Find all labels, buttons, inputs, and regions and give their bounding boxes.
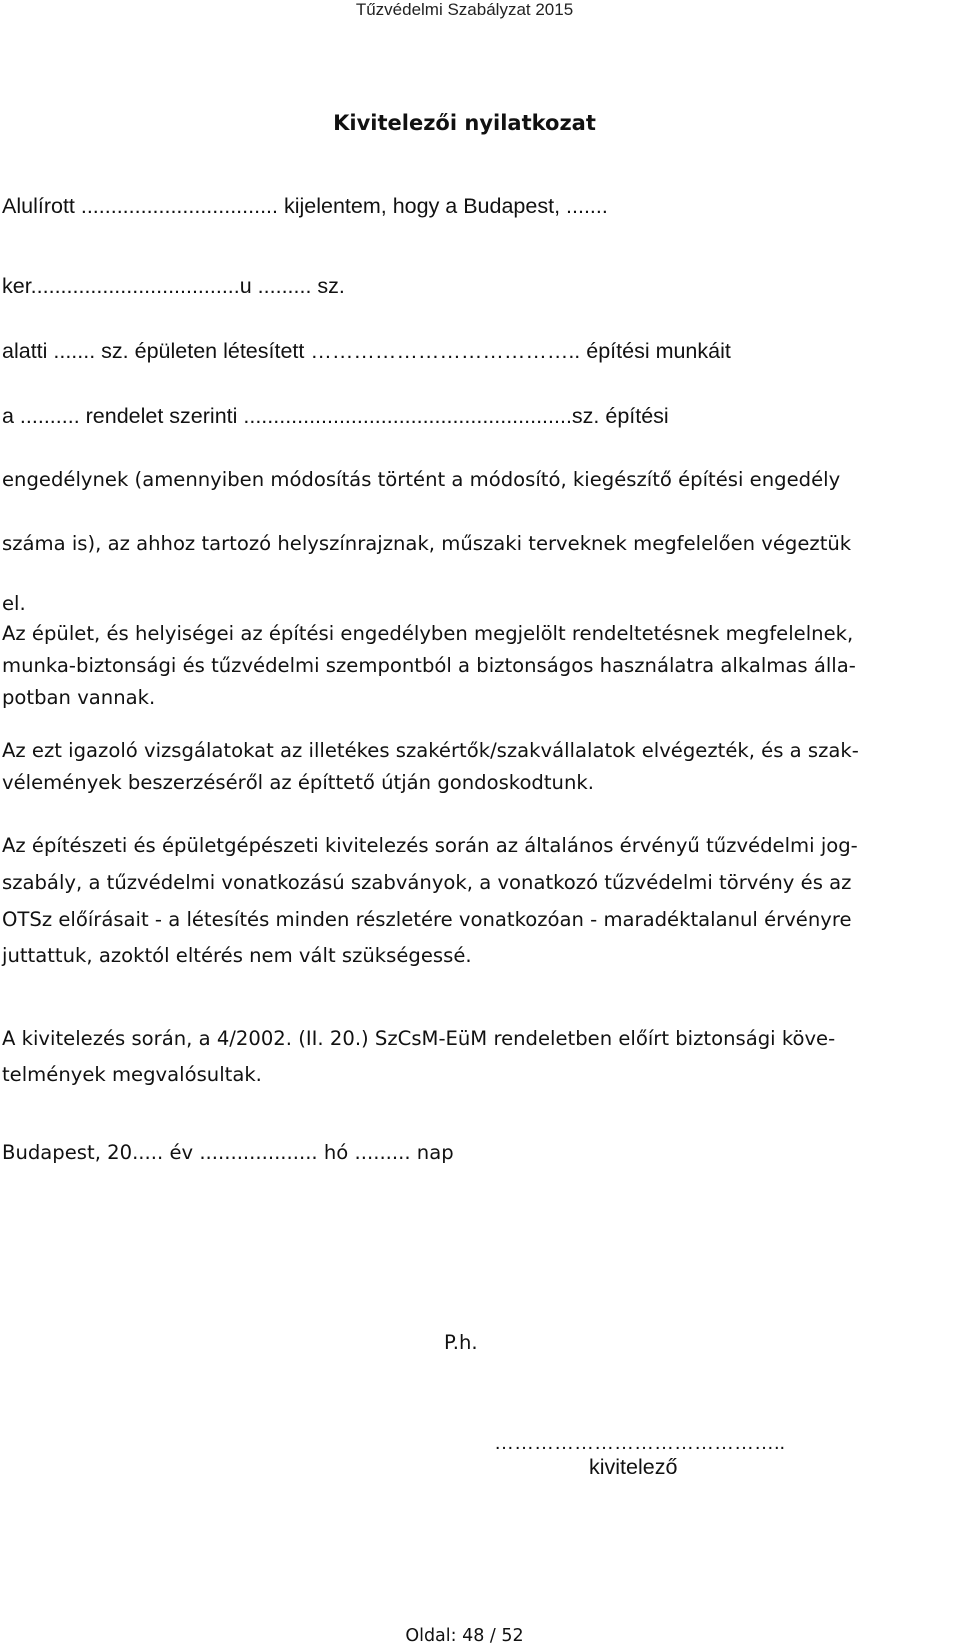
stamp-placeholder: P.h.: [444, 1331, 478, 1354]
paragraph-2-line-1: Az ezt igazoló vizsgálatokat az illetékes szakértők/szakvállalatok elvégezték, és a szak-: [2, 739, 859, 762]
paragraph-1-line-2: munka-biztonsági és tűzvédelmi szempontból a biztonságos használatra alkalmas álla-: [2, 654, 856, 677]
paragraph-3-line-4: juttattuk, azoktól eltérés nem vált szükségessé.: [2, 944, 472, 967]
form-line-2: ker...................................u ......... sz.: [2, 274, 345, 298]
paragraph-3-line-2: szabály, a tűzvédelmi vonatkozású szabványok, a vonatkozó tűzvédelmi törvény és az: [2, 871, 852, 894]
paragraph-3-line-3: OTSz előírásait - a létesítés minden részletére vonatkozóan - maradéktalanul érvényre: [2, 908, 852, 931]
form-line-3: alatti ....... sz. épületen létesített ……………………………….. építési munkáit: [2, 339, 731, 363]
paragraph-1-line-1: Az épület, és helyiségei az építési engedélyben megjelölt rendeltetésnek megfelelnek,: [2, 622, 854, 645]
paragraph-4-line-1: A kivitelezés során, a 4/2002. (II. 20.) SzCsM-EüM rendeletben előírt biztonsági köve-: [2, 1027, 836, 1050]
paragraph-3-line-1: Az építészeti és épületgépészeti kivitelezés során az általános érvényű tűzvédelmi jog-: [2, 834, 858, 857]
signature-line: ……………………………………..: [494, 1432, 786, 1454]
paragraph-1-line-3: potban vannak.: [2, 686, 156, 709]
page-number: Oldal: 48 / 52: [405, 1626, 524, 1646]
form-line-6: száma is), az ahhoz tartozó helyszínrajznak, műszaki terveknek megfelelően végeztük: [2, 532, 852, 555]
date-line: Budapest, 20..... év ................... hó ......... nap: [2, 1141, 454, 1164]
form-line-4: a .......... rendelet szerinti .......................................................sz. építési: [2, 404, 669, 428]
form-line-1: Alulírott ................................. kijelentem, hogy a Budapest, .......: [2, 194, 608, 218]
document-title: Kivitelezői nyilatkozat: [333, 111, 596, 135]
signature-label: kivitelező: [589, 1455, 678, 1479]
paragraph-4-line-2: telmények megvalósultak.: [2, 1063, 262, 1086]
running-header: Tűzvédelmi Szabályzat 2015: [355, 0, 574, 19]
form-line-5: engedélynek (amennyiben módosítás történt a módosító, kiegészítő építési engedély: [2, 468, 841, 491]
paragraph-2-line-2: vélemények beszerzéséről az építtető útján gondoskodtunk.: [2, 771, 594, 794]
form-line-7: el.: [2, 592, 26, 615]
